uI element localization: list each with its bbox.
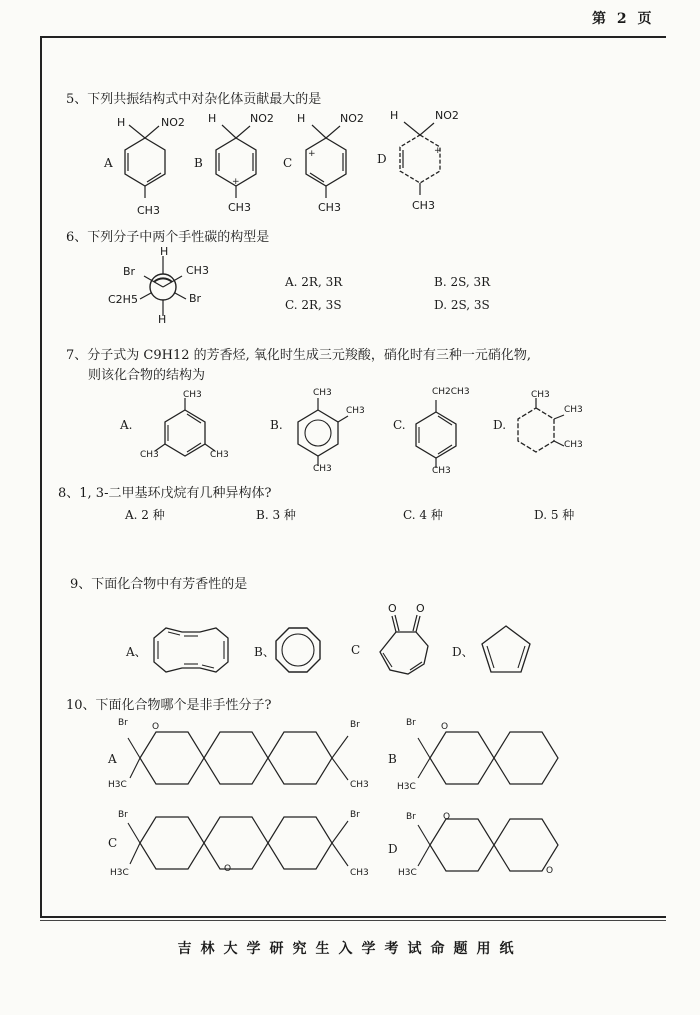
atom-ch3: CH3: [432, 466, 451, 476]
newman-right-up: CH3: [186, 264, 209, 277]
atom-ch3: CH3: [140, 450, 159, 460]
q8-option-c: C. 4 种: [403, 508, 443, 522]
newman-top: H: [160, 245, 169, 258]
atom-o: O: [443, 812, 451, 822]
q8-question: 8、1, 3-二甲基环戊烷有几种异构体?: [58, 486, 272, 501]
atom-ch3: CH3: [183, 390, 202, 400]
atom-ch3: CH3: [318, 201, 341, 214]
atom-no2: NO2: [161, 116, 185, 129]
atom-h: H: [117, 116, 126, 129]
atom-ch3: CH3: [210, 450, 229, 460]
atom-br: Br: [118, 810, 128, 820]
atom-o: O: [224, 864, 232, 874]
atom-h3c: H3C: [108, 780, 127, 790]
frame-left-rule: [40, 36, 42, 916]
atom-ch3: CH3: [350, 868, 369, 878]
q10-label-b: B: [388, 752, 397, 766]
q5-structure-b: [206, 120, 266, 200]
exam-paper-footer: 吉林大学研究生入学考试命题用纸: [177, 941, 523, 957]
q10-structure-a: [120, 726, 370, 790]
newman-left-up: Br: [123, 265, 136, 278]
q9-label-c: C: [351, 643, 361, 657]
q8-option-a: A. 2 种: [125, 508, 165, 522]
q10-question: 10、下面化合物哪个是非手性分子?: [66, 698, 272, 713]
frame-bottom-rule: [40, 916, 666, 918]
charge-plus: +: [434, 146, 442, 156]
q7-label-b: B.: [270, 418, 283, 432]
q10-structure-d: [400, 812, 570, 878]
frame-bottom-rule-thin: [40, 920, 666, 921]
q5-question: 5、下列共振结构式中对杂化体贡献最大的是: [66, 92, 322, 107]
q8-option-b: B. 3 种: [256, 508, 296, 522]
newman-diagram: [130, 252, 196, 322]
atom-ch3: CH3: [564, 405, 583, 415]
atom-o: O: [546, 866, 554, 876]
q6-option-d: D. 2S, 3S: [434, 298, 490, 312]
q6-option-b: B. 2S, 3R: [434, 275, 491, 289]
q8-option-d: D. 5 种: [534, 508, 575, 522]
q10-label-c: C: [108, 836, 118, 850]
q7-label-d: D.: [493, 418, 507, 432]
q5-structure-c: [296, 120, 356, 200]
atom-ch3: CH3: [228, 201, 251, 214]
q9-label-d: D、: [452, 645, 474, 659]
atom-o: O: [152, 722, 160, 732]
atom-h: H: [208, 112, 217, 125]
q7-label-a: A.: [120, 418, 133, 432]
q5-option-label: D: [377, 152, 387, 166]
q10-label-a: A: [108, 752, 117, 766]
atom-o: O: [388, 602, 397, 615]
atom-br: Br: [406, 812, 416, 822]
frame-top-rule: [40, 36, 666, 38]
q7-structure-c: [408, 394, 468, 474]
q7-question-line2: 则该化合物的结构为: [88, 368, 206, 383]
q7-label-c: C.: [393, 418, 406, 432]
q9-structure-d-cyclopentadiene: [478, 622, 534, 676]
atom-ch3: CH3: [412, 199, 435, 212]
q9-label-b: B、: [254, 645, 275, 659]
atom-ch3: CH3: [346, 406, 365, 416]
newman-bottom: H: [158, 313, 167, 326]
atom-br: Br: [118, 718, 128, 728]
atom-h3c: H3C: [398, 868, 417, 878]
atom-h: H: [390, 109, 399, 122]
q9-structure-b-cyclooctatetraene: [272, 624, 324, 676]
atom-ch3: CH3: [137, 204, 160, 217]
charge-plus: +: [232, 177, 240, 187]
atom-h3c: H3C: [397, 782, 416, 792]
newman-left-down: C2H5: [108, 293, 138, 306]
atom-o: O: [441, 722, 449, 732]
charge-plus: +: [308, 149, 316, 159]
atom-ch3: CH3: [313, 464, 332, 474]
atom-h3c: H3C: [110, 868, 129, 878]
q5-structure-a: [115, 120, 175, 200]
atom-ch2ch3: CH2CH3: [432, 387, 470, 397]
q5-option-label: B: [194, 156, 203, 170]
atom-ch3: CH3: [531, 390, 550, 400]
atom-no2: NO2: [250, 112, 274, 125]
atom-h: H: [297, 112, 306, 125]
q9-structure-c-tropolone: [368, 606, 440, 680]
q7-question-line1: 7、分子式为 C9H12 的芳香烃, 氧化时生成三元羧酸，硝化时有三种一元硝化物,: [66, 348, 532, 363]
newman-right-down: Br: [189, 292, 202, 305]
q10-label-d: D: [388, 842, 398, 856]
q5-option-label: A: [104, 156, 113, 170]
atom-br: Br: [350, 810, 360, 820]
atom-no2: NO2: [340, 112, 364, 125]
atom-ch3: CH3: [350, 780, 369, 790]
atom-br: Br: [350, 720, 360, 730]
atom-ch3: CH3: [564, 440, 583, 450]
q5-option-label: C: [283, 156, 293, 170]
q9-question: 9、下面化合物中有芳香性的是: [70, 577, 248, 592]
atom-no2: NO2: [435, 109, 459, 122]
q9-structure-a-bicyclic: [148, 624, 234, 676]
q6-option-c: C. 2R, 3S: [285, 298, 342, 312]
q6-option-a: A. 2R, 3R: [285, 275, 343, 289]
atom-o: O: [416, 602, 425, 615]
page-number: 第 2 页: [592, 11, 655, 27]
q6-question: 6、下列分子中两个手性碳的构型是: [66, 230, 270, 245]
q9-label-a: A、: [126, 645, 147, 659]
atom-ch3: CH3: [313, 388, 332, 398]
atom-br: Br: [406, 718, 416, 728]
q10-structure-c: [120, 810, 370, 876]
q10-structure-b: [400, 726, 570, 790]
q5-structure-d: [390, 117, 450, 197]
